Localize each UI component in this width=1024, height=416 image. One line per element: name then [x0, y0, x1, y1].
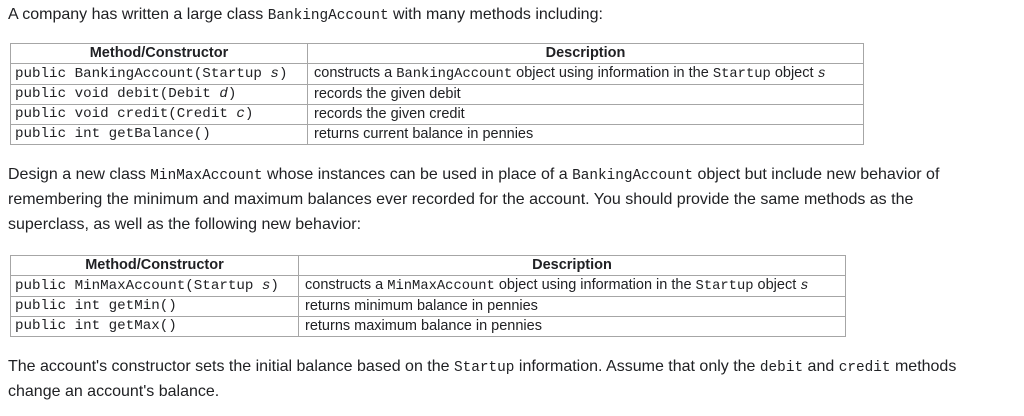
- signature-end: ): [244, 106, 254, 122]
- column-header-description: Description: [299, 256, 846, 276]
- signature-arg: d: [219, 86, 228, 102]
- method-signature: public int getMax(): [11, 317, 299, 337]
- design-l1-b: whose instances can be used in place of a: [262, 166, 573, 183]
- table-header-row: [11, 44, 864, 64]
- desc-code2: Startup: [712, 67, 771, 82]
- signature-end: ): [278, 65, 288, 82]
- design-text-line-2: remembering the minimum and maximum balances ever recorded for the account. You should provide the same methods as the: [8, 191, 914, 208]
- signature-text: public BankingAccount(Startup: [15, 65, 271, 82]
- desc-arg: s: [817, 67, 826, 82]
- column-header-description: Description: [308, 44, 864, 64]
- desc-post: object: [753, 277, 801, 293]
- intro-after: with many methods including:: [388, 6, 603, 23]
- desc-mid: object using information in the: [494, 277, 696, 293]
- desc-pre: constructs a: [314, 65, 397, 81]
- table-header-row: [11, 256, 846, 276]
- signature-arg: s: [270, 65, 279, 82]
- signature-end: ): [227, 86, 237, 102]
- intro-text: [8, 2, 603, 29]
- method-signature: [11, 105, 308, 125]
- table-row: [11, 125, 864, 145]
- signature-text: public void credit(Credit: [15, 106, 237, 122]
- signature-text: public MinMaxAccount(Startup: [15, 277, 262, 294]
- method-signature: [11, 85, 308, 105]
- signature-arg: c: [236, 106, 245, 122]
- design-l1-code: MinMaxAccount: [150, 168, 263, 184]
- method-signature: public int getBalance(): [11, 125, 308, 145]
- closing-l1-code2: debit: [759, 360, 804, 376]
- closing-text-line-2: change an account's balance.: [8, 383, 220, 400]
- column-header-method: Method/Constructor: [11, 44, 308, 64]
- signature-end: ): [270, 277, 279, 294]
- desc-pre: constructs a: [305, 277, 388, 293]
- desc-mid: object using information in the: [512, 65, 713, 81]
- method-description: [308, 64, 864, 85]
- method-description: returns maximum balance in pennies: [299, 317, 846, 337]
- table-row: [11, 105, 864, 125]
- method-description: returns minimum balance in pennies: [299, 297, 846, 317]
- closing-l1-code3: credit: [838, 360, 891, 376]
- design-l1-a: Design a new class: [8, 166, 151, 183]
- closing-l1-b: information. Assume that only the: [514, 358, 760, 375]
- desc-arg: s: [800, 279, 809, 294]
- method-description: records the given credit: [308, 105, 864, 125]
- method-signature: [11, 276, 299, 297]
- method-description: returns current balance in pennies: [308, 125, 864, 145]
- intro-class-name: BankingAccount: [267, 8, 389, 24]
- table-row: [11, 64, 864, 85]
- table-row: [11, 85, 864, 105]
- table-row: [11, 297, 846, 317]
- design-text-line-3: superclass, as well as the following new behavior:: [8, 216, 362, 233]
- table-row: [11, 317, 846, 337]
- closing-l1-c: and: [803, 358, 839, 375]
- column-header-method: Method/Constructor: [11, 256, 299, 276]
- closing-l1-d: methods: [890, 358, 957, 375]
- intro-before: A company has written a large class: [8, 6, 268, 23]
- table-row: [11, 276, 846, 297]
- method-description: records the given debit: [308, 85, 864, 105]
- signature-arg: s: [261, 277, 271, 294]
- desc-code2: Startup: [695, 279, 754, 294]
- signature-text: public void debit(Debit: [15, 86, 220, 102]
- method-signature: [11, 64, 308, 85]
- closing-text-line-1: [8, 354, 956, 381]
- design-l1-c: object but include new behavior of: [693, 166, 940, 183]
- design-text-line-1: [8, 162, 939, 189]
- desc-post: object: [770, 65, 818, 81]
- closing-l1-code: Startup: [453, 360, 515, 376]
- banking-account-methods-table: [10, 43, 864, 145]
- method-description: [299, 276, 846, 297]
- closing-l1-a: The account's constructor sets the initial balance based on the: [8, 358, 454, 375]
- desc-code: MinMaxAccount: [387, 279, 495, 294]
- design-l1-code2: BankingAccount: [572, 168, 693, 184]
- desc-code: BankingAccount: [396, 67, 513, 82]
- method-signature: public int getMin(): [11, 297, 299, 317]
- minmax-account-methods-table: [10, 255, 846, 337]
